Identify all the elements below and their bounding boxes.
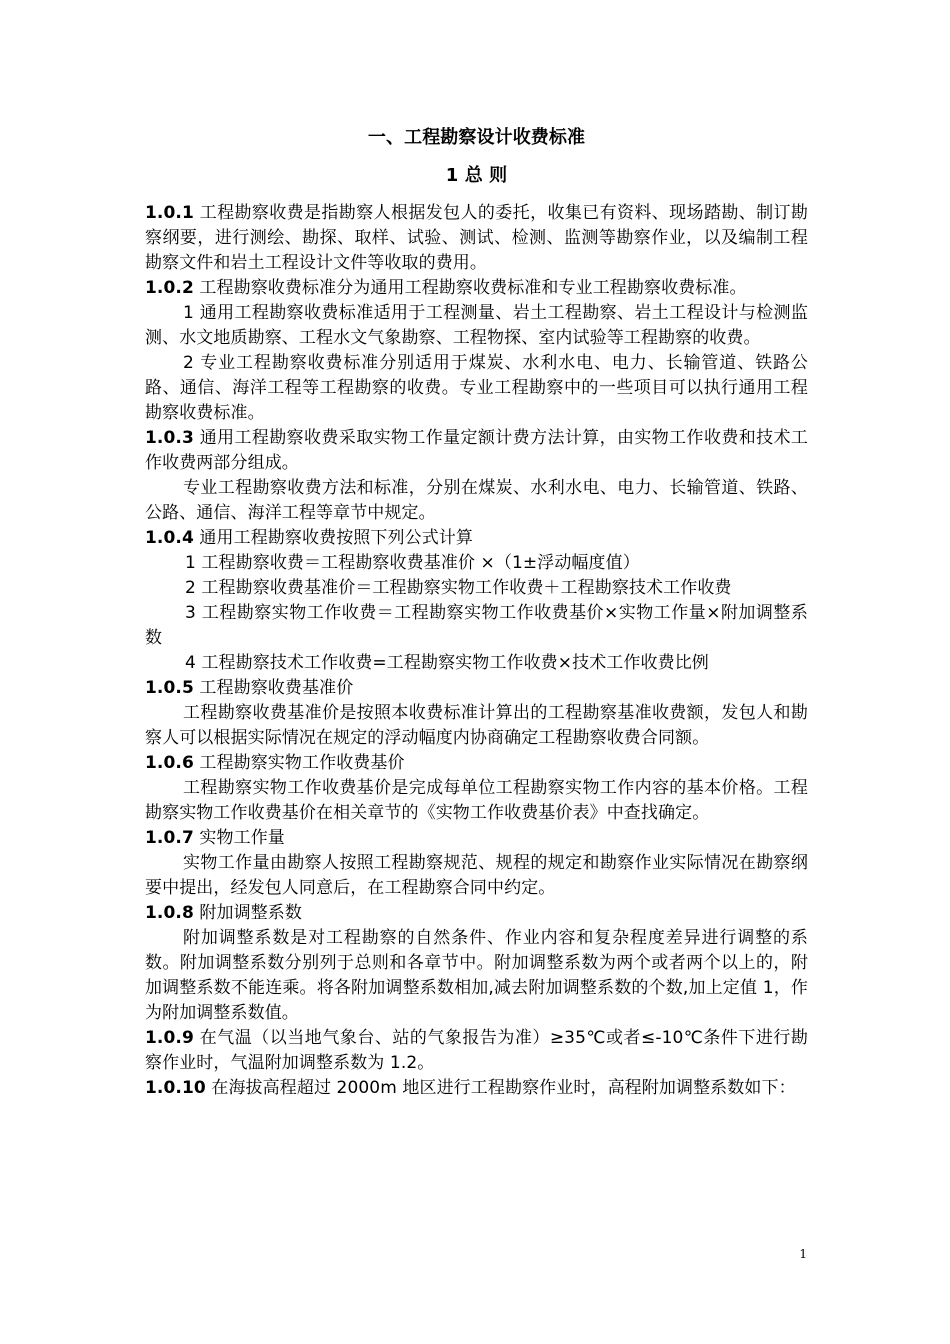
document-body <box>145 126 808 1101</box>
clause-1-0-5 <box>145 676 808 701</box>
clause-1-0-1 <box>145 201 808 276</box>
clause-1-0-9 <box>145 1026 808 1076</box>
clause-paragraph: 专业工程勘察收费方法和标准，分别在煤炭、水利水电、电力、长输管道、铁路、公路、通信、海洋工程等章节中规定。 <box>145 478 808 523</box>
clause-1-0-3 <box>145 426 808 476</box>
clause-number: 1.0.8 <box>145 903 194 923</box>
clause-text: 通用工程勘察收费采取实物工作量定额计费方法计算，由实物工作收费和技术工作收费两部分组成。 <box>145 428 808 473</box>
clause-text: 工程勘察实物工作收费基价 <box>193 753 405 773</box>
clause-1-0-4 <box>145 526 808 551</box>
clause-number: 1.0.10 <box>145 1078 206 1098</box>
clause-paragraph: 实物工作量由勘察人按照工程勘察规范、规程的规定和勘察作业实际情况在勘察纲要中提出，经发包人同意后，在工程勘察合同中约定。 <box>145 853 808 898</box>
page-title: 一、工程勘察设计收费标准 <box>367 127 586 148</box>
clause-text: 在海拔高程超过 2000m 地区进行工程勘察作业时，高程附加调整系数如下： <box>205 1078 796 1098</box>
clause-paragraph: 工程勘察收费基准价是按照本收费标准计算出的工程勘察基准收费额，发包人和勘察人可以根据实际情况在规定的浮动幅度内协商确定工程勘察收费合同额。 <box>145 703 808 748</box>
clause-number: 1.0.5 <box>145 678 194 698</box>
clause-paragraph: 工程勘察实物工作收费基价是完成每单位工程勘察实物工作内容的基本价格。工程勘察实物工作收费基价在相关章节的《实物工作收费基价表》中查找确定。 <box>145 778 808 823</box>
formula-line: 3 工程勘察实物工作收费＝工程勘察实物工作收费基价×实物工作量×附加调整系数 <box>145 603 808 648</box>
clause-text: 工程勘察收费基准价 <box>193 678 354 698</box>
clause-text: 工程勘察收费标准分为通用工程勘察收费标准和专业工程勘察收费标准。 <box>193 278 747 298</box>
clause-1-0-8 <box>145 901 808 926</box>
clause-text: 实物工作量 <box>193 828 285 848</box>
formula-line: 1 工程勘察收费＝工程勘察收费基准价 ×（1±浮动幅度值） <box>185 553 640 573</box>
clause-1-0-6 <box>145 751 808 776</box>
clause-number: 1.0.6 <box>145 753 194 773</box>
section-title: 1 总 则 <box>445 165 508 186</box>
clause-item: 2 专业工程勘察收费标准分别适用于煤炭、水利水电、电力、长输管道、铁路公路、通信、海洋工程等工程勘察的收费。专业工程勘察中的一些项目可以执行通用工程勘察收费标准。 <box>145 353 808 423</box>
clause-paragraph: 附加调整系数是对工程勘察的自然条件、作业内容和复杂程度差异进行调整的系数。附加调整系数分别列于总则和各章节中。附加调整系数为两个或者两个以上的，附加调整系数不能连乘。将各附加调整系数相加,减去附加调整系数的个数,加上定值 1，作为附加调整系数值。 <box>145 928 808 1023</box>
formula-line: 4 工程勘察技术工作收费=工程勘察实物工作收费×技术工作收费比例 <box>185 653 709 673</box>
clause-number: 1.0.4 <box>145 528 194 548</box>
clause-text: 附加调整系数 <box>193 903 303 923</box>
formula-line: 2 工程勘察收费基准价＝工程勘察实物工作收费＋工程勘察技术工作收费 <box>185 578 732 598</box>
clause-number: 1.0.9 <box>145 1028 194 1048</box>
clause-number: 1.0.2 <box>145 278 194 298</box>
clause-text: 在气温（以当地气象台、站的气象报告为准）≥35℃或者≤-10℃条件下进行勘察作业时，气温附加调整系数为 1.2。 <box>145 1028 808 1073</box>
page-number: 1 <box>799 1247 807 1261</box>
clause-text: 工程勘察收费是指勘察人根据发包人的委托，收集已有资料、现场踏勘、制订勘察纲要，进行测绘、勘探、取样、试验、测试、检测、监测等勘察作业，以及编制工程勘察文件和岩土工程设计文件等收取的费用。 <box>145 203 808 273</box>
clause-number: 1.0.1 <box>145 203 194 223</box>
clause-text: 通用工程勘察收费按照下列公式计算 <box>193 528 474 548</box>
clause-1-0-10 <box>145 1076 808 1101</box>
clause-1-0-7 <box>145 826 808 851</box>
clause-1-0-2 <box>145 276 808 301</box>
clause-item: 1 通用工程勘察收费标准适用于工程测量、岩土工程勘察、岩土工程设计与检测监测、水文地质勘察、工程水文气象勘察、工程物探、室内试验等工程勘察的收费。 <box>145 303 808 348</box>
clause-number: 1.0.3 <box>145 428 194 448</box>
clause-number: 1.0.7 <box>145 828 194 848</box>
